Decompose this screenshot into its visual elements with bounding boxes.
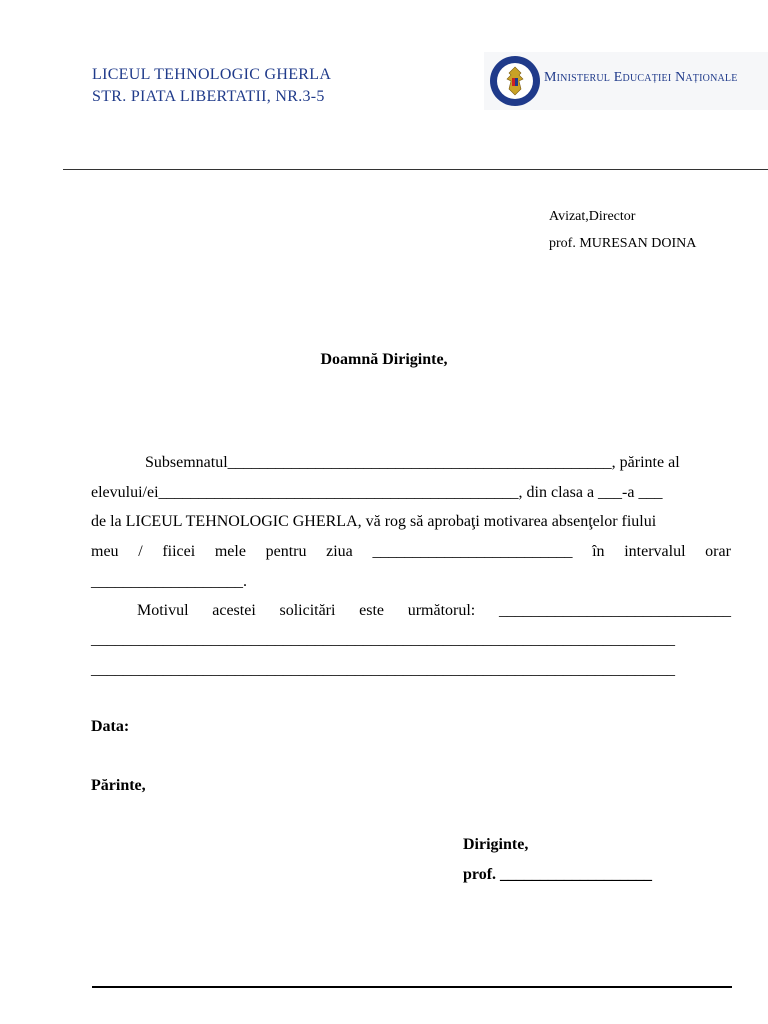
body-line-1 <box>91 454 731 472</box>
body-line-4 <box>91 543 731 561</box>
time-interval-field[interactable]: ___________________. <box>91 573 247 590</box>
word: în <box>592 543 605 560</box>
body-text: , vă rog să aprobaţi motivarea absenţelor fiului <box>357 513 657 530</box>
school-name-inline: LICEUL TEHNOLOGIC GHERLA <box>125 513 358 530</box>
student-label: elevului/ei <box>91 484 159 501</box>
word: mele <box>214 543 246 560</box>
ministry-logo <box>484 52 768 110</box>
word: fiicei <box>162 543 196 560</box>
word: acestei <box>212 602 256 619</box>
header-rule <box>63 169 768 170</box>
parent-label: Subsemnatul <box>145 454 228 471</box>
ministry-name: Ministerul Educației Naționale <box>544 70 738 85</box>
word: Motivul <box>137 602 189 619</box>
director-name: prof. MURESAN DOINA <box>549 236 697 251</box>
word: / <box>138 543 143 560</box>
school-address: STR. PIATA LIBERTATII, NR.3-5 <box>92 88 325 105</box>
school-name: LICEUL TEHNOLOGIC GHERLA <box>92 66 332 83</box>
word: meu <box>91 543 119 560</box>
date-field[interactable]: _________________________ <box>372 543 573 560</box>
body-text: de la <box>91 513 126 530</box>
footer-rule <box>92 986 732 988</box>
reason-line-3[interactable]: _________________________________________________________________________ <box>91 661 675 678</box>
reason-field[interactable]: _____________________________ <box>498 602 731 619</box>
body-line-6 <box>137 602 731 620</box>
reason-line-2[interactable]: _________________________________________________________________________ <box>91 631 675 648</box>
teacher-signature-label: Diriginte, <box>463 836 529 853</box>
body-line-3 <box>91 513 731 531</box>
body-line-2 <box>91 484 731 502</box>
student-name-field[interactable]: _____________________________________________ <box>158 484 519 501</box>
approval-line: Avizat,Director <box>549 209 636 224</box>
salutation: Doamnă Diriginte, <box>320 351 448 368</box>
body-text: , părinte al <box>611 454 680 471</box>
word: este <box>359 602 385 619</box>
parent-name-field[interactable]: ________________________________________________ <box>227 454 612 471</box>
class-field: , din clasa a ___-a ___ <box>518 484 663 501</box>
word: intervalul <box>624 543 686 560</box>
word: solicitări <box>279 602 336 619</box>
teacher-name-field[interactable]: prof. ___________________ <box>463 866 653 883</box>
word: ziua <box>326 543 353 560</box>
romanian-coat-of-arms-icon <box>488 54 542 108</box>
word: următorul: <box>407 602 476 619</box>
word: orar <box>705 543 731 560</box>
parent-signature-label: Părinte, <box>91 777 146 794</box>
date-label: Data: <box>91 718 130 735</box>
word: pentru <box>265 543 307 560</box>
